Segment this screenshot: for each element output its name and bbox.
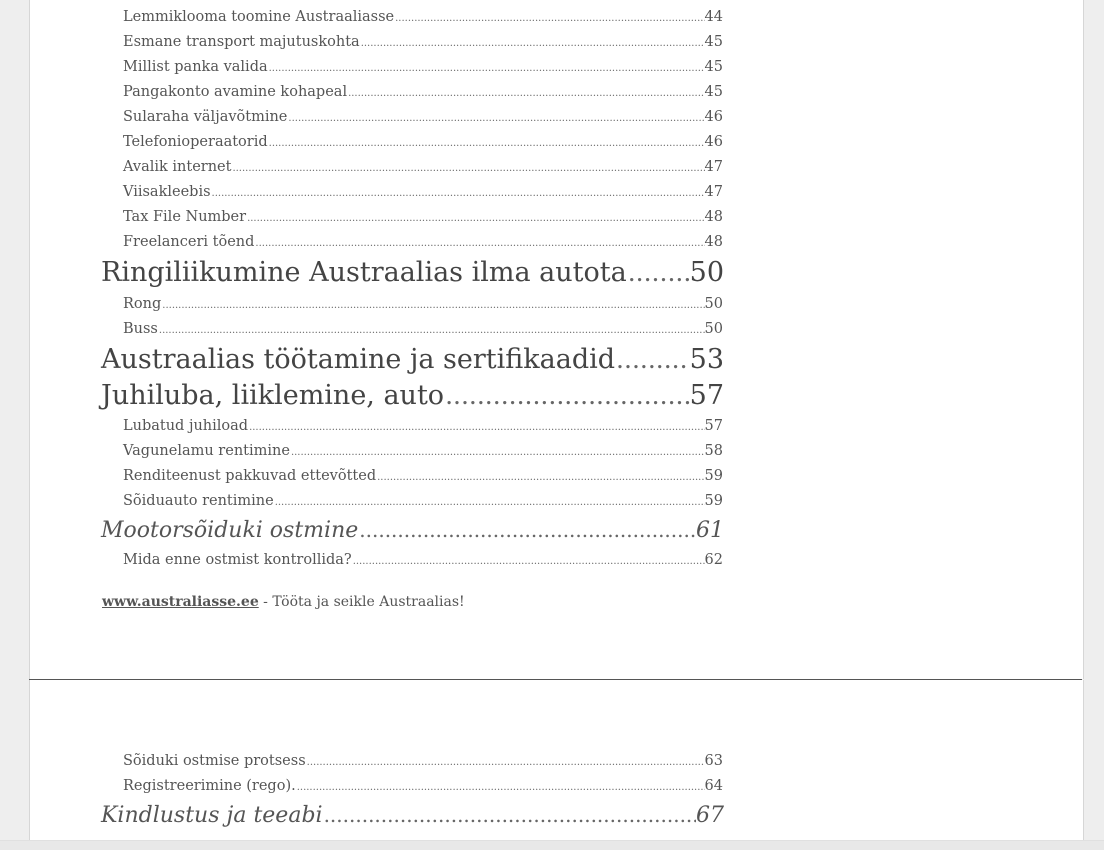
toc-entry[interactable] xyxy=(30,59,723,75)
toc-entry-label: Registreerimine (rego). xyxy=(123,778,296,794)
toc-entry[interactable] xyxy=(30,778,723,794)
toc-entry[interactable] xyxy=(30,109,723,125)
toc-leader-dots xyxy=(269,138,705,149)
toc-entry-label: Esmane transport majutuskohta xyxy=(123,34,360,50)
website-link[interactable]: www.australiasse.ee xyxy=(102,594,259,610)
toc-leader-dots xyxy=(212,188,705,199)
document-page-2 xyxy=(29,680,1084,849)
toc-entry[interactable] xyxy=(30,443,723,459)
toc-entry-label: Lemmiklooma toomine Austraaliasse xyxy=(123,9,395,25)
toc-entry-label: Viisakleebis xyxy=(123,184,211,200)
toc-leader-dots xyxy=(395,13,704,24)
toc-page-number: 46 xyxy=(704,134,723,150)
toc-entry-label: Rong xyxy=(123,296,162,312)
toc-entry[interactable] xyxy=(30,184,723,200)
toc-leader-dots xyxy=(307,757,705,768)
toc-entry-label: Sõiduauto rentimine xyxy=(123,493,274,509)
toc-leader-dots xyxy=(162,300,704,311)
toc-leader-dots xyxy=(275,497,705,508)
toc-page-number: 59 xyxy=(704,493,723,509)
toc-page-number: 45 xyxy=(704,84,723,100)
toc-entry-label: Tax File Number xyxy=(123,209,247,225)
toc-page-number: 58 xyxy=(704,443,723,459)
toc-page-number: 48 xyxy=(704,234,723,250)
toc-chapter-entry[interactable] xyxy=(30,803,724,828)
toc-page-number: 45 xyxy=(704,34,723,50)
toc-page-number: 64 xyxy=(704,778,723,794)
footer-separator: - xyxy=(258,594,273,610)
toc-entry-label: Mida enne ostmist kontrollida? xyxy=(123,552,352,568)
toc-entry[interactable] xyxy=(30,552,723,568)
toc-entry[interactable] xyxy=(30,321,723,337)
toc-page-number: 53 xyxy=(689,344,724,375)
toc-page-number: 50 xyxy=(704,296,723,312)
toc-leader-dots xyxy=(232,163,704,174)
toc-page-number: 67 xyxy=(696,803,724,828)
toc-page-number: 59 xyxy=(704,468,723,484)
toc-entry[interactable] xyxy=(30,753,723,769)
toc-chapter-entry[interactable] xyxy=(30,380,724,411)
toc-entry[interactable] xyxy=(30,493,723,509)
toc-chapter-entry[interactable] xyxy=(30,518,724,543)
toc-entry[interactable] xyxy=(30,9,723,25)
toc-leader-dots xyxy=(324,803,696,827)
toc-entry-label: Lubatud juhiload xyxy=(123,418,249,434)
toc-leader-dots xyxy=(288,113,704,124)
toc-entry-label: Buss xyxy=(123,321,158,337)
toc-page-number: 50 xyxy=(704,321,723,337)
toc-entry-label: Pangakonto avamine kohapeal xyxy=(123,84,348,100)
toc-leader-dots xyxy=(616,345,690,374)
toc-entry-label: Mootorsõiduki ostmine xyxy=(101,518,359,543)
toc-leader-dots xyxy=(159,325,705,336)
toc-entry-label: Kindlustus ja teeabi xyxy=(101,803,323,828)
toc-page-number: 47 xyxy=(704,159,723,175)
toc-entry[interactable] xyxy=(30,34,723,50)
toc-entry[interactable] xyxy=(30,468,723,484)
toc-entry[interactable] xyxy=(30,159,723,175)
toc-entry-label: Ringiliikumine Austraalias ilma autota xyxy=(101,257,627,288)
toc-page-number: 48 xyxy=(704,209,723,225)
toc-page-number: 44 xyxy=(704,9,723,25)
toc-page-number: 50 xyxy=(689,257,724,288)
toc-page-number: 46 xyxy=(704,109,723,125)
toc-page-number: 61 xyxy=(696,518,724,543)
toc-page-number: 57 xyxy=(704,418,723,434)
toc-leader-dots xyxy=(247,213,704,224)
toc-entry[interactable] xyxy=(30,418,723,434)
toc-leader-dots xyxy=(269,63,705,74)
toc-entry-label: Sõiduki ostmise protsess xyxy=(123,753,306,769)
toc-entry-label: Juhiluba, liiklemine, auto xyxy=(101,380,445,411)
toc-leader-dots xyxy=(361,38,705,49)
toc-leader-dots xyxy=(255,238,704,249)
toc-page-number: 47 xyxy=(704,184,723,200)
toc-leader-dots xyxy=(297,782,705,793)
toc-page-number: 62 xyxy=(704,552,723,568)
toc-entry-label: Telefonioperaatorid xyxy=(123,134,268,150)
document-page-1 xyxy=(29,0,1084,679)
toc-leader-dots xyxy=(628,258,690,287)
toc-entry-label: Freelanceri tõend xyxy=(123,234,255,250)
toc-entry[interactable] xyxy=(30,84,723,100)
toc-leader-dots xyxy=(291,447,705,458)
toc-leader-dots xyxy=(348,88,704,99)
toc-entry-label: Austraalias töötamine ja sertifikaadid xyxy=(101,344,616,375)
toc-chapter-entry[interactable] xyxy=(30,257,724,288)
toc-entry[interactable] xyxy=(30,296,723,312)
toc-leader-dots xyxy=(377,472,704,483)
toc-leader-dots xyxy=(353,556,705,567)
toc-entry-label: Avalik internet xyxy=(123,159,232,175)
toc-chapter-entry[interactable] xyxy=(30,344,724,375)
toc-leader-dots xyxy=(445,381,690,410)
toc-entry-label: Renditeenust pakkuvad ettevõtted xyxy=(123,468,377,484)
toc-entry-label: Sularaha väljavõtmine xyxy=(123,109,288,125)
toc-entry-label: Millist panka valida xyxy=(123,59,268,75)
toc-entry[interactable] xyxy=(30,134,723,150)
page-footer xyxy=(102,594,465,610)
toc-page-number: 63 xyxy=(704,753,723,769)
footer-tagline: Tööta ja seikle Austraalias! xyxy=(272,594,465,610)
toc-page-number: 57 xyxy=(689,380,724,411)
toc-entry[interactable] xyxy=(30,209,723,225)
toc-page-number: 45 xyxy=(704,59,723,75)
toc-entry[interactable] xyxy=(30,234,723,250)
toc-leader-dots xyxy=(249,422,704,433)
toc-entry-label: Vagunelamu rentimine xyxy=(123,443,290,459)
toc-leader-dots xyxy=(359,518,696,542)
